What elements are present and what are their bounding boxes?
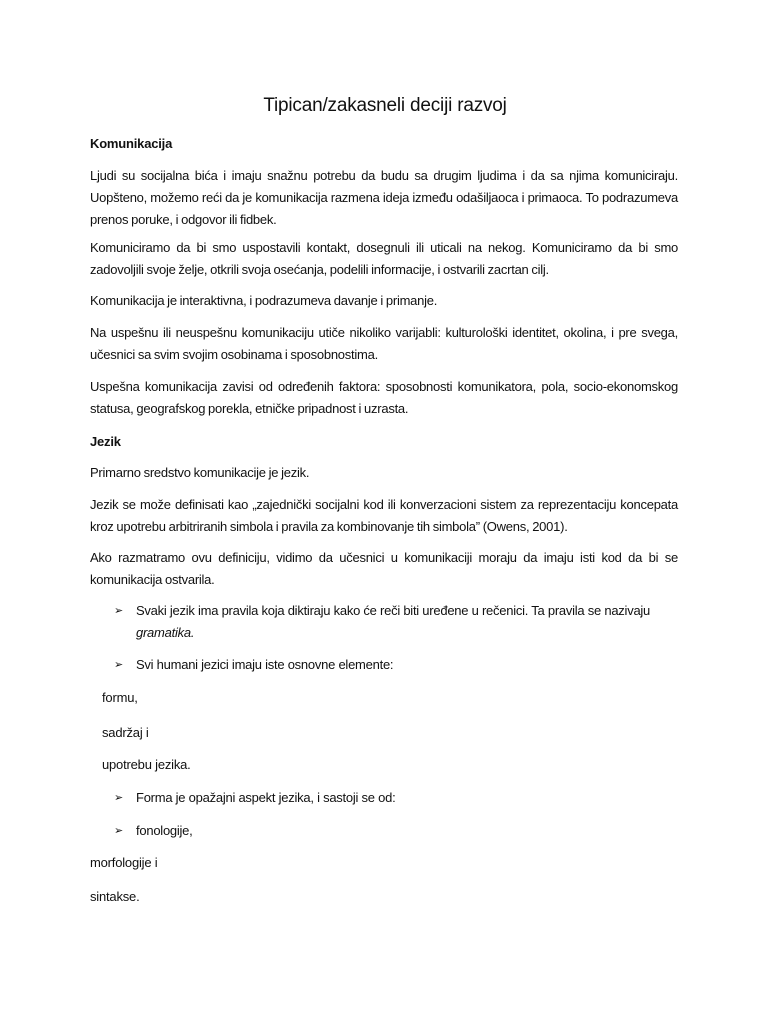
heading-jezik: Jezik — [90, 434, 121, 449]
bullet-item-forma — [114, 787, 680, 809]
arrow-bullet-icon: ➢ — [114, 792, 123, 804]
bullet-item-elementi — [114, 654, 680, 676]
list-item-morfologije: morfologije i — [90, 855, 158, 870]
heading-komunikacija: Komunikacija — [90, 136, 173, 151]
paragraph-4: Na uspešnu ili neuspešnu komunikaciju utiče nikoliko varijabli: kulturološki identitet, okolina, i pre svega, učesnici sa svim svojim osobinama i sposobnostima. — [90, 325, 678, 362]
arrow-bullet-icon: ➢ — [114, 659, 123, 671]
arrow-bullet-icon: ➢ — [114, 605, 123, 617]
paragraph-5: Uspešna komunikacija zavisi od određenih faktora: sposobnosti komunikatora, pola, socio-ekonomskog statusa, geografskog porekla, etničke pripadnost i uzrasta. — [90, 379, 678, 416]
list-item-upotrebu: upotrebu jezika. — [102, 757, 191, 772]
bullet-item-fonologije — [114, 820, 680, 842]
paragraph-7: Jezik se može definisati kao „zajednički socijalni kod ili konverzacioni sistem za reprezentaciju koncepata kroz upotrebu arbitriranih simbola i pravila za kombinovanje tih simbola” (Owens, 2001). — [90, 497, 678, 534]
paragraph-3: Komunikacija je interaktivna, i podrazumeva davanje i primanje. — [90, 293, 438, 308]
paragraph-6: Primarno sredstvo komunikacije je jezik. — [90, 465, 310, 480]
list-item-formu: formu, — [102, 690, 138, 705]
arrow-bullet-icon: ➢ — [114, 825, 123, 837]
bullet-text — [136, 600, 680, 644]
list-item-sadrzaj: sadržaj i — [102, 725, 149, 740]
bullet-text: fonologije, — [136, 823, 193, 838]
bullet-text-italic: gramatika. — [136, 625, 195, 640]
paragraph-8: Ako razmatramo ovu definiciju, vidimo da učesnici u komunikaciji moraju da imaju isti kod da bi se komunikacija ostvarila. — [90, 550, 678, 587]
bullet-text-main: Svaki jezik ima pravila koja diktiraju kako će reči biti uređene u rečenici. Ta pravila se nazivaju — [136, 603, 651, 618]
paragraph-2: Komuniciramo da bi smo uspostavili kontakt, dosegnuli ili uticali na nekog. Komuniciramo da bi smo zadovoljili svoje želje, otkrili svoja osećanja, podelili informacije, i ostvarili zacrtan cilj. — [90, 240, 678, 277]
bullet-text: Svi humani jezici imaju iste osnovne elemente: — [136, 657, 394, 672]
paragraph-1: Ljudi su socijalna bića i imaju snažnu potrebu da budu sa drugim ljudima i da sa njima komuniciraju. Uopšteno, možemo reći da je komunikacija razmena ideja između odašiljaoca i primaoca. To podrazumeva prenos poruke, i odgovor ili fidbek. — [90, 168, 678, 227]
bullet-item-gramatika — [114, 600, 680, 644]
bullet-text: Forma je opažajni aspekt jezika, i sastoji se od: — [136, 790, 396, 805]
list-item-sintakse: sintakse. — [90, 889, 140, 904]
document-title: Tipican/zakasneli deciji razvoj — [263, 95, 507, 116]
document-page — [90, 0, 680, 1024]
